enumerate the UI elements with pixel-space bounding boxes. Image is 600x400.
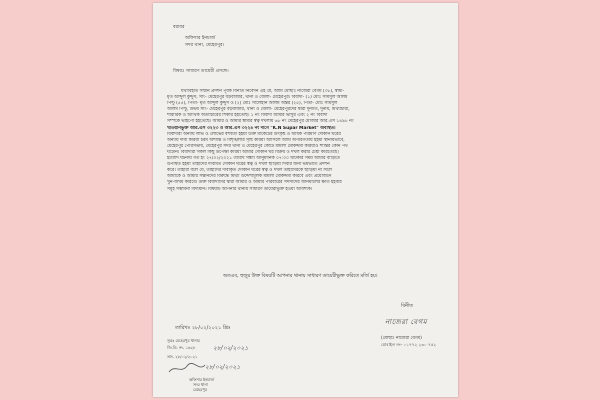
letter-date: তারিখঃ ২৮/০২/২০২১ খ্রিঃ (175, 325, 231, 331)
body-line: সমূহ সম্ভাবনা বিদ্যমান। বিষয়টি আপনার থানায় সাধারণ ডায়েরীভুক্ত হওয়া আবশ্যক। (167, 186, 313, 192)
addressee-location: সদর থানা, মেহেরপুর। (185, 43, 225, 48)
stamp-handwritten-date-2: ২৮/০২/২০২১ (205, 364, 241, 371)
officer-initial-scribble (167, 362, 207, 376)
stamp-date: তাং- ২৮/০২/২০২১ (167, 354, 198, 359)
body-line: ঘটেনি। বিবাদীরা সকল কিছু উপেক্ষা করিয়া আমার দোকান ঘর বিক্রয় ও দখল করার চেষ্টা করিতেছে। (167, 149, 339, 155)
letter-page (153, 3, 458, 397)
sender-name: (মোছাঃ নাজেরা বেগম) (381, 336, 422, 341)
letter-body (167, 89, 445, 193)
body-line: সম্পর্কে ভাইপো হইতেছে। আমার ও আমার স্বামীর স্বত্ব দখলীয় ৬৮ নং মেহেরপুর মৌজার আর.এস ১৪৯৮ নং (167, 119, 354, 125)
signature-block (381, 304, 451, 348)
body-line: শারীরিক ও আর্থিক অত্যাচারের শিকার হইতেছি। ১ নং বিবাদী আমার ভাসুর এবং ২ নং বিবাদী (167, 113, 328, 119)
body-line: যথাবিহীত সম্মান প্রদর্শন পূর্বক বিনীত নিবেদন এই যে, আমি মোছাঃ নাজেরা বেগম (৩৮), স্বামী- (181, 89, 345, 94)
stamp-footer-district: মেহেরপুর (193, 387, 207, 392)
stamp-footer-title: অফিসার ইনচার্জ (189, 377, 214, 382)
body-line: ইত্যাদি ঘটনায় গত ইং ২৭/০২/২০২১ তারিখ সন্ধ্যা আনুমানিক ০৭:০০ ঘটিকার সময় আমার বাড়িতে (167, 156, 340, 162)
police-receipt-stamp (167, 338, 259, 394)
body-line: পিন্টু (৫৫), পিতা- মৃত আব্দুল কুদ্দুস ও (২) মোঃ সালেহীন আলম অন্তর (২৫), পিতা- মোঃ সামসুল (167, 101, 338, 107)
handwritten-signature: নাজেরা বেগম (385, 318, 428, 326)
body-line: মেহেরপুর পৌরসভায়, মেহেরপুর সদর থানা ও মেহেরপুর কোর্টে মামলা মোকদ্দমা করিয়াও শান্তির কোন পথ (167, 143, 348, 149)
stamp-footer-station: সদর থানা (193, 382, 208, 387)
body-line: আলম পিন্টু, উভয় সাং- মেহেরপুর বড়বাজার, থানা ও জেলা- মেহেরপুরদের দ্বারা দুর্নীতি, দুর্নাম, মিথ্যাচারী, (167, 107, 350, 113)
body-line: মৃত আব্দুল কুদ্দুস, সাং- মেহেরপুর বড়বাজার, থানা ও জেলা- মেহেরপুর। বিবাদী- (১) মোঃ সামসুল আলম (167, 95, 348, 101)
salutation: বরাবর (173, 25, 185, 30)
body-line: করে। তাহারা বলে যে, তাহাদের দাবীকৃত দোকান ঘরের স্বত্ব ও দখল তাহাদেরকে ছাড়িয়া না দিলে (167, 168, 332, 174)
body-line: খুন-জখম করিবে। উক্ত বিবাদীদের দ্বারা আমার ও আমার পরিবারের সদস্যদের জানমালের ক্ষতি হইবার (167, 180, 342, 186)
body-line: বিবাদীরা অন্যায় লাভ ও লোভের বশবর্তী হইয়া উক্ত মার্কেটের উৎকৃষ্ট ও অধিক পরিমাণ দোকান ঘরের (167, 131, 341, 137)
body-line-market: খতিয়ানভুক্ত আর.এস ৩২২৩ ও আর.এস ৩২২৪ নং দাগে "K.N Supar Market" অবস্থিত। (167, 125, 336, 131)
addressee-title: অফিসার ইনচার্জ (185, 36, 216, 41)
stamp-handwritten-date-1: ২৮/০২/২০২১ (213, 345, 249, 352)
subject-line: বিষয়ঃ সাধারণ ডায়েরী প্রসঙ্গে। (173, 69, 229, 74)
regards-label: বিনীত (401, 304, 413, 309)
closing-line: অতএব, হুজুর উক্ত বিষয়টি আপনার থানায় সাধারণ ডায়েরীভুক্ত করিতে মর্জি হয়। (223, 274, 378, 279)
sender-mobile: মোবাইল নং- ০১৭৭২ ২৩০ ৭৫২ (381, 342, 437, 347)
stamp-gd-number: জি.ডি. নং- ১৬২৮ (167, 345, 196, 350)
body-line: অন্যায় দাবী করিয়া চরম অশান্তি ও বিশৃঙ্খলার সৃষ্টি করিয়া আসিলে আমি অপারগতায় হইয়া স্থানীয়ভাবে, (167, 137, 345, 143)
stamp-ref: সূত্রঃ মেহেরপুর থানার (167, 338, 200, 343)
body-line: আমাকে ও আমার সন্তানদের বিরুদ্ধে মিথ্যা উদ্দেশ্যমূলক মামলা মোকদ্দমা করিবে এবং প্রয়োজনে (167, 174, 332, 180)
body-line: উপস্থিত হইয়া তাহাদের দাবীমত দোকান ঘরের স্বত্ব ও দখল ছাড়িয়া দিবার জন্য ভয়ভীতি প্রদর্শন (167, 162, 330, 168)
